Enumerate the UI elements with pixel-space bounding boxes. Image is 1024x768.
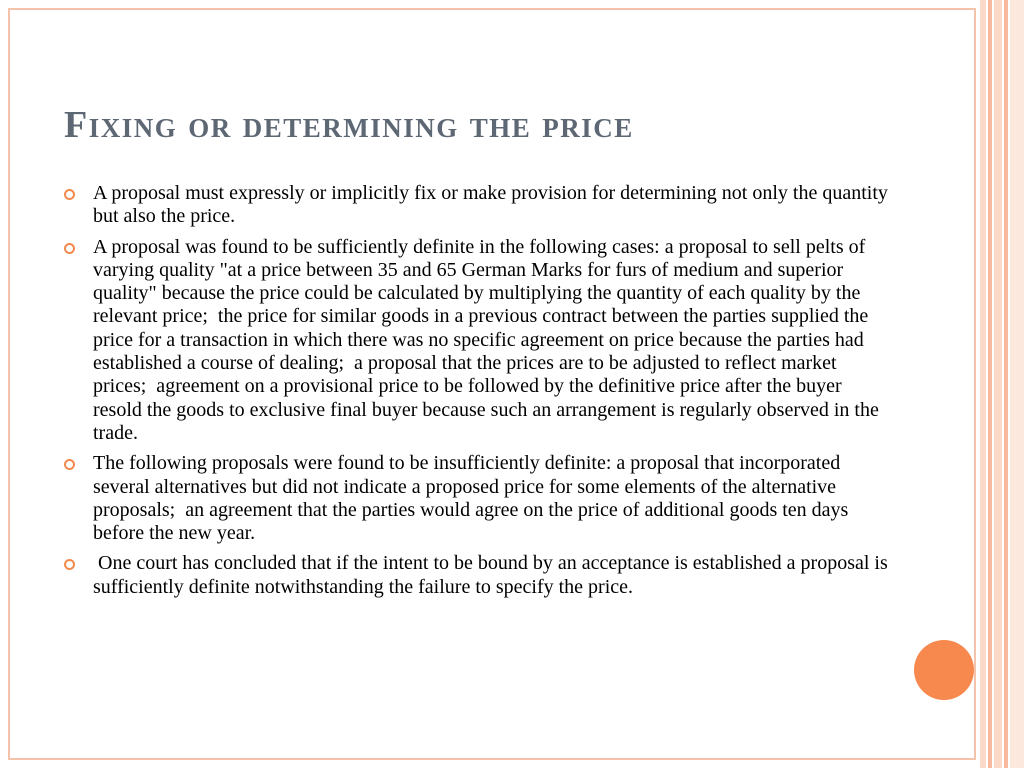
bullet-circle-icon bbox=[64, 189, 75, 200]
slide-title: Fixing or determining the price bbox=[64, 104, 634, 146]
bullet-circle-icon bbox=[64, 459, 75, 470]
bullet-circle-icon bbox=[64, 243, 75, 254]
bullet-text: The following proposals were found to be insufficiently definite: a proposal that incorporated several alternatives but did not indicate a proposed price for some elements of the alternative proposals; an agreement that the parties would agree on the price of additional goods ten days before the new year. bbox=[93, 452, 854, 545]
bullet-text: A proposal must expressly or implicitly fix or make provision for determining not only the quantity but also the price. bbox=[93, 182, 893, 228]
bullet-item bbox=[62, 182, 892, 229]
bullet-circle-icon bbox=[64, 559, 75, 570]
bullet-item bbox=[62, 236, 892, 446]
decorative-stripe bbox=[988, 0, 992, 768]
bullet-text: A proposal was found to be sufficiently definite in the following cases: a proposal to sell pelts of varying quality "at a price between 35 and 65 German Marks for furs of medium and superior quality" because the price could be calculated by multiplying the quantity of each quality by the relevant price; the price for similar goods in a previous contract between the parties supplied the price for a transaction in which there was no specific agreement on price because the parties had established a course of dealing; a proposal that the prices are to be adjusted to reflect market prices; agreement on a provisional price to be followed by the definitive price after the buyer resold the goods to exclusive final buyer because such an arrangement is regularly observed in the trade. bbox=[93, 235, 884, 444]
decorative-stripe bbox=[1004, 0, 1008, 768]
bullet-list bbox=[62, 182, 892, 606]
decorative-circle bbox=[914, 640, 974, 700]
bullet-item bbox=[62, 452, 892, 545]
decorative-stripe bbox=[994, 0, 1002, 768]
bullet-text: One court has concluded that if the intent to be bound by an acceptance is established a proposal is sufficiently definite notwithstanding the failure to specify the price. bbox=[93, 552, 893, 598]
decorative-stripe bbox=[980, 0, 986, 768]
decorative-stripe bbox=[1010, 0, 1024, 768]
bullet-item bbox=[62, 552, 892, 599]
